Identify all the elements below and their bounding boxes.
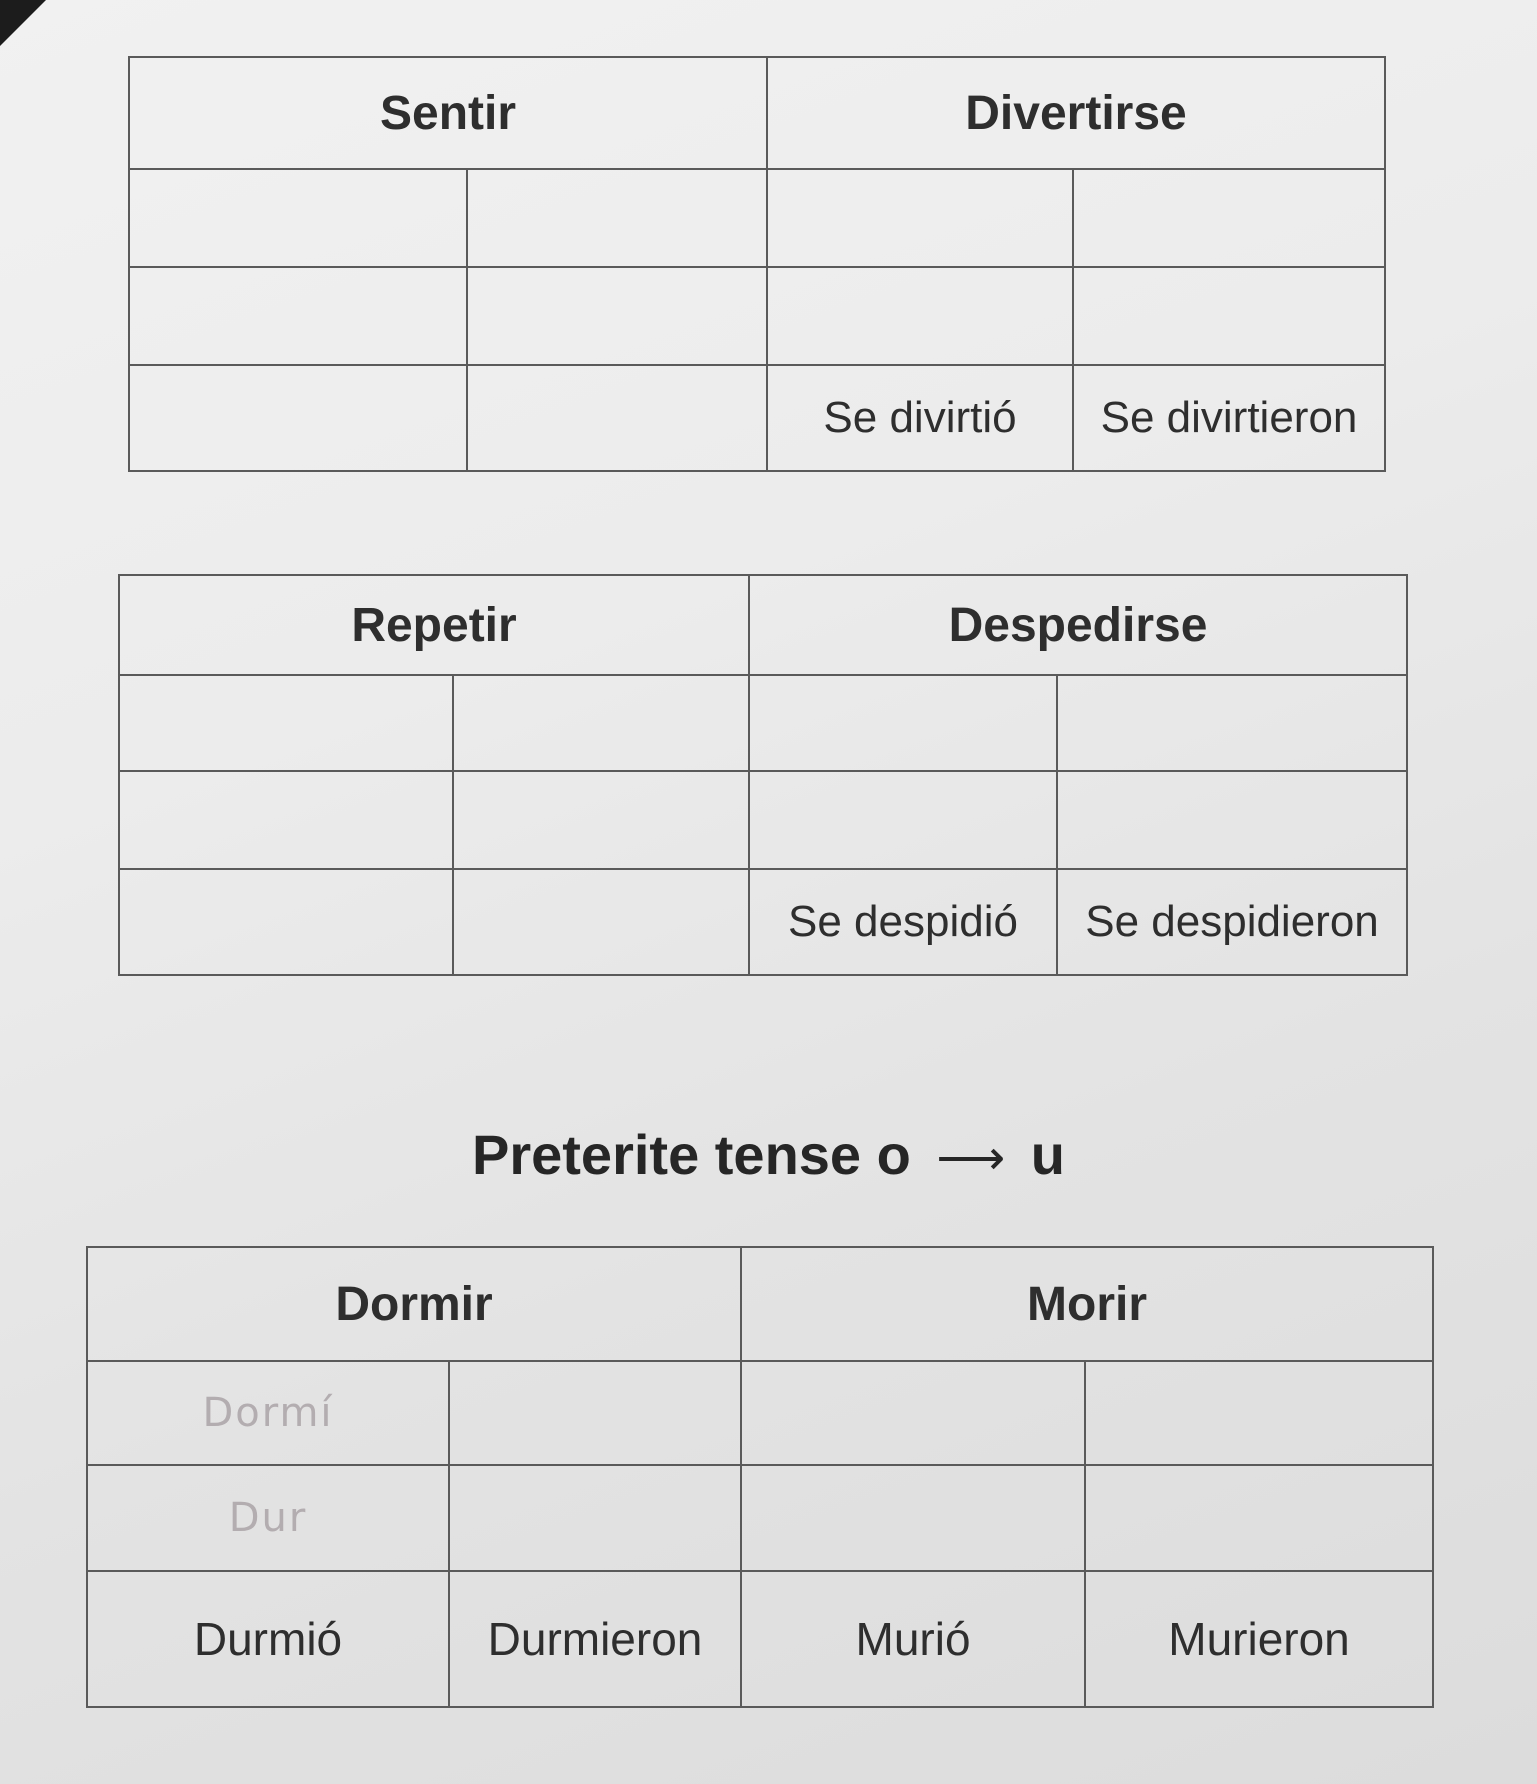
section-title-text: Preterite tense: [471, 1123, 862, 1186]
table-cell[interactable]: [1057, 675, 1407, 771]
background-corner: [0, 0, 46, 46]
arrow-icon: ⟶: [936, 1130, 1006, 1186]
table-cell[interactable]: [749, 771, 1057, 869]
table-cell[interactable]: [741, 1361, 1085, 1465]
table-cell[interactable]: [129, 169, 467, 267]
conjugation-table-repetir-despedirse: [118, 574, 1408, 976]
conjugation-se-divirtio: Se divirtió: [767, 365, 1073, 471]
table-cell[interactable]: [767, 267, 1073, 365]
conjugation-durmio: Durmió: [87, 1571, 449, 1707]
conjugation-table-sentir-divertirse: [128, 56, 1386, 472]
verb-header-despedirse: Despedirse: [749, 575, 1407, 675]
table-cell[interactable]: [1057, 771, 1407, 869]
table-cell[interactable]: [453, 771, 749, 869]
table-cell[interactable]: [449, 1361, 741, 1465]
table-cell[interactable]: [749, 675, 1057, 771]
conjugation-se-despidio: Se despidió: [749, 869, 1057, 975]
table-cell[interactable]: [119, 869, 453, 975]
verb-header-repetir: Repetir: [119, 575, 749, 675]
verb-header-sentir: Sentir: [129, 57, 767, 169]
table-cell[interactable]: [453, 869, 749, 975]
conjugation-durmieron: Durmieron: [449, 1571, 741, 1707]
conjugation-murieron: Murieron: [1085, 1571, 1433, 1707]
table-cell[interactable]: [767, 169, 1073, 267]
table-cell[interactable]: [1073, 169, 1385, 267]
table-cell[interactable]: [1073, 267, 1385, 365]
conjugation-table-dormir-morir: [86, 1246, 1434, 1708]
table-cell[interactable]: [129, 365, 467, 471]
conjugation-se-despidieron: Se despidieron: [1057, 869, 1407, 975]
table-cell[interactable]: [467, 365, 767, 471]
vowel-from: o: [876, 1123, 911, 1186]
table-cell[interactable]: [129, 267, 467, 365]
handwritten-dur: Dur: [87, 1465, 449, 1571]
table-cell[interactable]: [453, 675, 749, 771]
table-cell[interactable]: [119, 771, 453, 869]
table-cell[interactable]: [1085, 1361, 1433, 1465]
verb-header-divertirse: Divertirse: [767, 57, 1385, 169]
conjugation-murio: Murió: [741, 1571, 1085, 1707]
handwritten-dormi: Dormí: [87, 1361, 449, 1465]
table-cell[interactable]: [741, 1465, 1085, 1571]
verb-header-morir: Morir: [741, 1247, 1433, 1361]
verb-header-dormir: Dormir: [87, 1247, 741, 1361]
section-title: [0, 1122, 1537, 1187]
table-cell[interactable]: [467, 267, 767, 365]
table-cell[interactable]: [467, 169, 767, 267]
table-cell[interactable]: [449, 1465, 741, 1571]
conjugation-se-divirtieron: Se divirtieron: [1073, 365, 1385, 471]
vowel-to: u: [1030, 1123, 1065, 1186]
table-cell[interactable]: [1085, 1465, 1433, 1571]
table-cell[interactable]: [119, 675, 453, 771]
